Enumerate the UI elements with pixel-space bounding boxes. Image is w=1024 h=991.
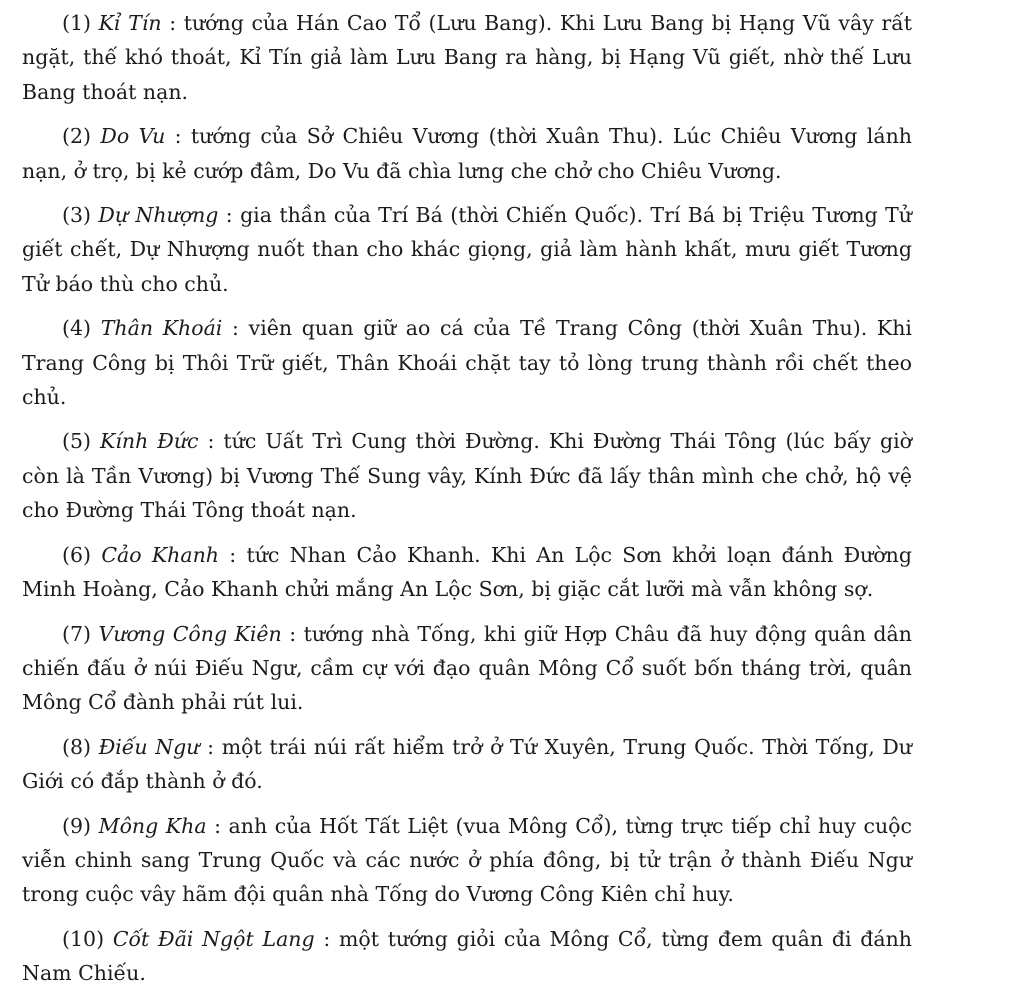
footnote-text: : anh của Hốt Tất Liệt (vua Mông Cổ), từng trực tiếp chỉ huy cuộc viễn chinh sang Trung Quốc và các nước ở phía đông, bị tử trận ở thành Điếu Ngư trong cuộc vây hãm đội quân nhà Tống do Vương Công Kiên chỉ huy.: [22, 813, 912, 907]
footnote-number: (1): [62, 11, 92, 35]
footnote-5: [22, 424, 912, 527]
footnote-text: : một tướng giỏi của Mông Cổ, từng đem quân đi đánh Nam Chiếu.: [22, 926, 912, 986]
footnote-number: (8): [62, 734, 92, 759]
footnote-number: (4): [62, 316, 92, 341]
footnote-number: (5): [62, 429, 92, 454]
footnote-term: Do Vu: [100, 124, 166, 149]
footnote-10: [22, 922, 912, 991]
footnote-6: [22, 538, 912, 607]
footnote-term: Cốt Đãi Ngột Lang: [112, 926, 315, 951]
footnote-term: Mông Kha: [98, 813, 207, 838]
footnote-2: [22, 119, 912, 188]
footnote-term: Kính Đức: [100, 429, 199, 454]
footnote-text: : tức Uất Trì Cung thời Đường. Khi Đường Thái Tông (lúc bấy giờ còn là Tần Vương) bị Vương Thế Sung vây, Kính Đức đã lấy thân mình che chở, hộ vệ cho Đường Thái Tông thoát nạn.: [22, 429, 912, 523]
footnote-text: : tướng nhà Tống, khi giữ Hợp Châu đã huy động quân dân chiến đấu ở núi Điếu Ngư, cầm cự với đạo quân Mông Cổ suốt bốn tháng trời, quân Mông Cổ đành phải rút lui.: [22, 621, 912, 715]
footnote-term: Điếu Ngư: [98, 734, 200, 759]
footnote-7: [22, 617, 912, 720]
footnote-term: Kỉ Tín: [98, 11, 162, 35]
footnote-term: Vương Công Kiên: [98, 621, 282, 646]
footnote-number: (6): [62, 542, 92, 567]
footnote-text: : tướng của Hán Cao Tổ (Lưu Bang). Khi Lưu Bang bị Hạng Vũ vây rất ngặt, thế khó thoát, Kỉ Tín giả làm Lưu Bang ra hàng, bị Hạng Vũ giết, nhờ thế Lưu Bang thoát nạn.: [22, 11, 912, 104]
footnote-number: (3): [62, 203, 92, 228]
footnote-number: (9): [62, 813, 92, 838]
footnote-text: : viên quan giữ ao cá của Tề Trang Công (thời Xuân Thu). Khi Trang Công bị Thôi Trữ giết, Thân Khoái chặt tay tỏ lòng trung thành rồi chết theo chủ.: [22, 316, 912, 410]
footnote-number: (2): [62, 124, 92, 149]
footnote-text: : gia thần của Trí Bá (thời Chiến Quốc). Trí Bá bị Triệu Tương Tử giết chết, Dự Nhượng nuốt than cho khác giọng, giả làm hành khất, mưu giết Tương Tử báo thù cho chủ.: [22, 203, 912, 296]
footnote-text: : tức Nhan Cảo Khanh. Khi An Lộc Sơn khởi loạn đánh Đường Minh Hoàng, Cảo Khanh chửi mắng An Lộc Sơn, bị giặc cắt lưỡi mà vẫn không sợ.: [22, 542, 912, 602]
footnote-number: (10): [62, 926, 105, 951]
footnote-text: : tướng của Sở Chiêu Vương (thời Xuân Thu). Lúc Chiêu Vương lánh nạn, ở trọ, bị kẻ cướp đâm, Do Vu đã chìa lưng che chở cho Chiêu Vương.: [22, 124, 912, 183]
footnote-text: : một trái núi rất hiểm trở ở Tứ Xuyên, Trung Quốc. Thời Tống, Dư Giới có đắp thành ở đó.: [22, 734, 912, 794]
footnote-term: Thân Khoái: [100, 316, 223, 341]
footnote-number: (7): [62, 621, 92, 646]
footnote-8: [22, 730, 912, 799]
footnote-9: [22, 809, 912, 912]
footnote-term: Dự Nhượng: [98, 203, 219, 228]
footnote-term: Cảo Khanh: [101, 542, 219, 567]
footnote-3: [22, 198, 912, 301]
footnote-4: [22, 311, 912, 414]
footnote-1: [22, 6, 912, 109]
